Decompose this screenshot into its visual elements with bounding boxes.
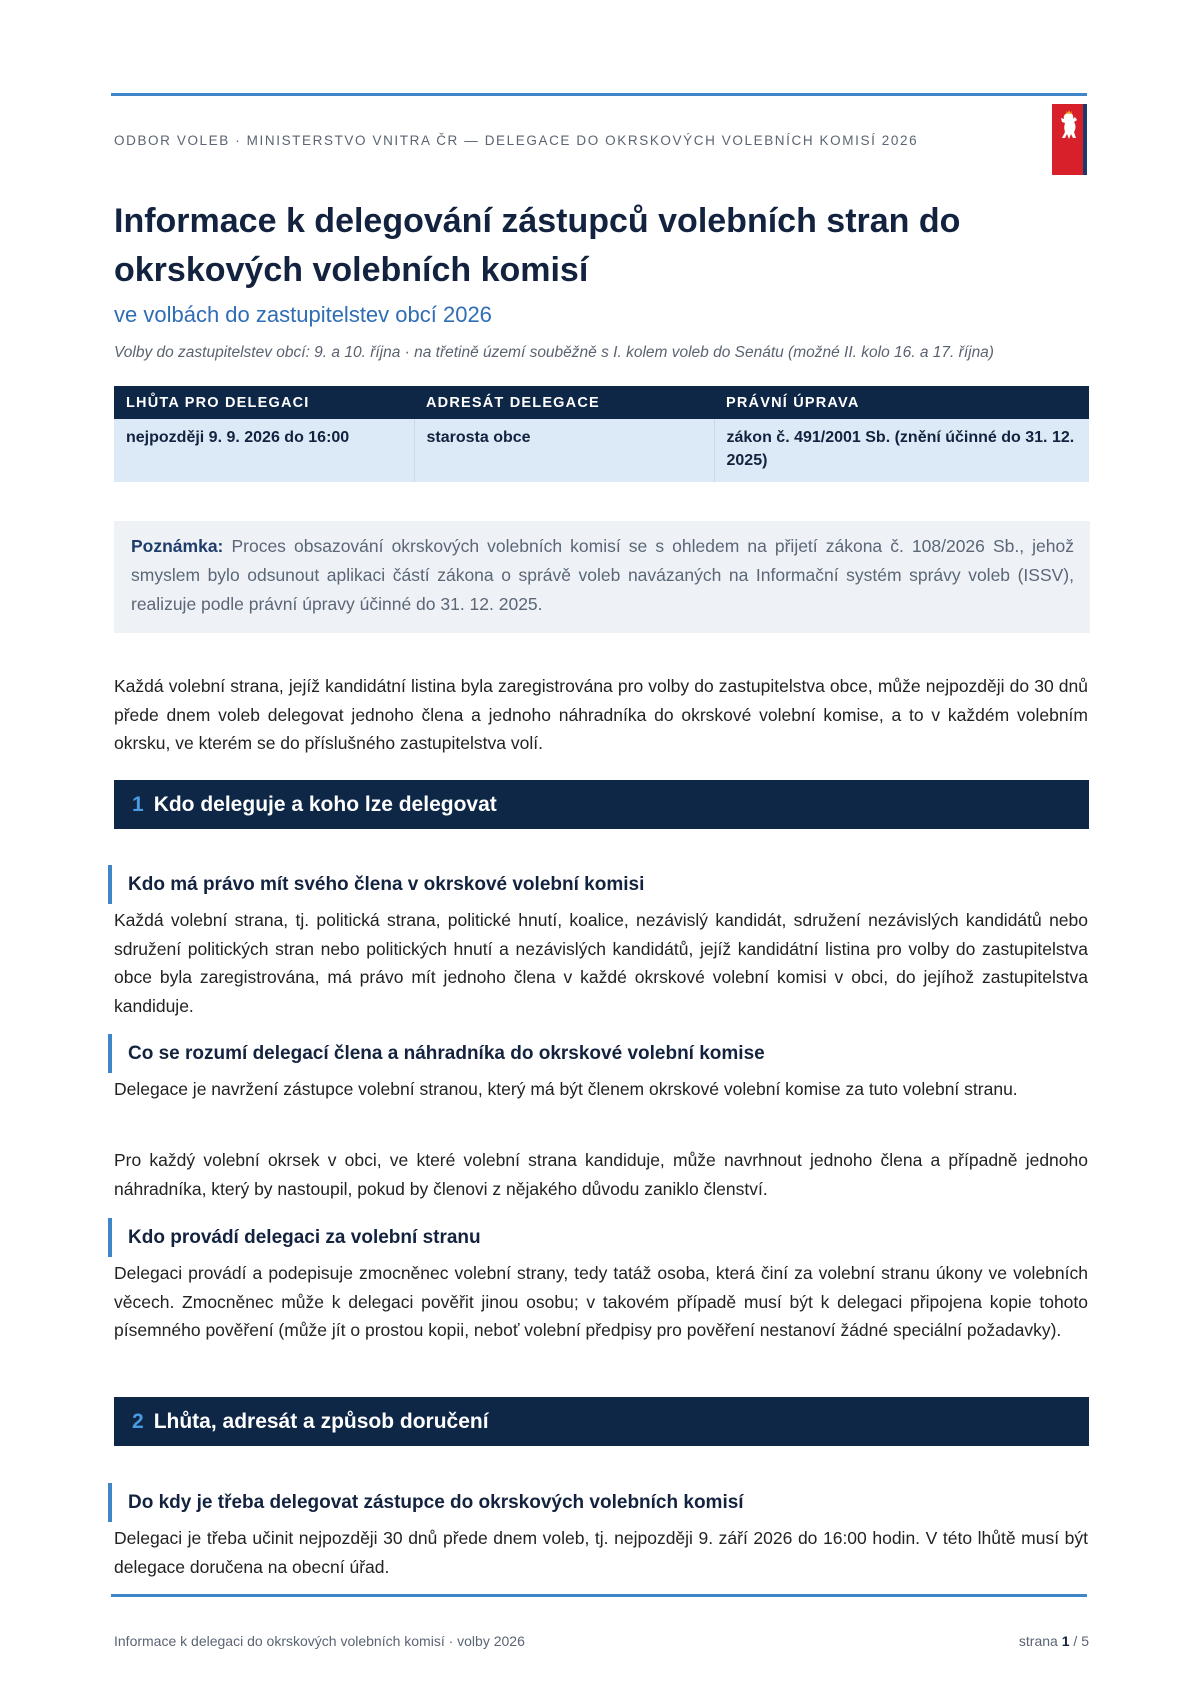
state-emblem-logo (1052, 104, 1087, 175)
body-paragraph: Delegaci provádí a podepisuje zmocněnec volební strany, tedy tatáž osoba, která činí za volební stranu úkony ve volebních věcech. Zmocněnec může k delegaci pověřit jinou osobu; v takovém případě musí být k delegaci připojena kopie tohoto písemného pověření (může jít o prostou kopii, neboť volební předpisy pro pověření nestanoví žádné speciální požadavky). (114, 1263, 1088, 1340)
note-text: Proces obsazování okrskových volebních komisí se s ohledem na přijetí zákona č. 108/2026 Sb., jehož smyslem bylo odsunout aplikaci částí zákona o správě voleb navázaných na Informační systém správy voleb (ISSV), realizuje podle právní úpravy účinné do 31. 12. 2025. (131, 536, 1074, 614)
page-total: 5 (1081, 1633, 1089, 1649)
table-cell-addressee: starosta obce (414, 419, 714, 482)
table-header-legal-basis: PRÁVNÍ ÚPRAVA (714, 386, 1089, 419)
note-label: Poznámka: (131, 536, 224, 556)
table-header-row (114, 386, 1089, 419)
subheading: Do kdy je třeba delegovat zástupce do okrskových volebních komisí (108, 1483, 744, 1522)
body-paragraph: Pro každý volební okrsek v obci, ve které volební strana kandiduje, může navrhnout jednoho člena a případně jednoho náhradníka, který by nastoupil, pokud by členovi z nějakého důvodu zaniklo členství. (114, 1150, 1088, 1199)
subheading: Kdo provádí delegaci za volební stranu (108, 1218, 481, 1257)
page-label: strana (1018, 1633, 1058, 1649)
table-header-deadline: LHŮTA PRO DELEGACI (114, 386, 414, 419)
election-dates-line: Volby do zastupitelstev obcí: 9. a 10. října · na třetině území souběžně s I. kolem voleb do Senátu (možné II. kolo 16. a 17. října) (114, 344, 994, 361)
section-number: 1 (132, 792, 144, 816)
subheading: Kdo má právo mít svého člena v okrskové volební komisi (108, 865, 644, 904)
key-info-table (114, 386, 1089, 482)
section-heading-2 (114, 1397, 1089, 1446)
page-subtitle: ve volbách do zastupitelstev obcí 2026 (114, 302, 492, 327)
header-line: ODBOR VOLEB · MINISTERSTVO VNITRA ČR — DELEGACE DO OKRSKOVÝCH VOLEBNÍCH KOMISÍ 2026 (114, 133, 919, 148)
body-paragraph: Každá volební strana, tj. politická strana, politické hnutí, koalice, nezávislý kandidát, sdružení nezávislých kandidátů nebo sdružení politických stran nebo politických hnutí a nezávislých kandidátů, jejíž kandidátní listina pro volby do zastupitelstva obce byla zaregistrována, má právo mít jednoho člena v každé okrskové volební komisi v obci, do jejíhož zastupitelstva kandiduje. (114, 910, 1088, 1016)
page-number (1019, 1633, 1089, 1649)
page-title: Informace k delegování zástupců volebních stran do okrskových volebních komisí (114, 202, 961, 289)
table-cell-deadline: nejpozději 9. 9. 2026 do 16:00 (114, 419, 414, 482)
section-title: Lhůta, adresát a způsob doručení (153, 1409, 489, 1433)
top-rule (111, 93, 1087, 96)
page-separator: / (1073, 1633, 1078, 1649)
table-header-addressee: ADRESÁT DELEGACE (414, 386, 714, 419)
section-number: 2 (132, 1409, 144, 1433)
body-paragraph: Delegaci je třeba učinit nejpozději 30 dnů přede dnem voleb, tj. nejpozději 9. září 2026 do 16:00 hodin. V této lhůtě musí být delegace doručena na obecní úřad. (114, 1528, 1088, 1577)
table-row (114, 419, 1089, 482)
footer-title: Informace k delegaci do okrskových volebních komisí · volby 2026 (114, 1633, 525, 1649)
page-current: 1 (1061, 1633, 1070, 1649)
subheading: Co se rozumí delegací člena a náhradníka do okrskové volební komise (108, 1034, 765, 1073)
section-heading-1 (114, 780, 1089, 829)
body-paragraph: Delegace je navržení zástupce volební stranou, který má být členem okrskové volební komise za tuto volební stranu. (114, 1079, 1018, 1099)
lion-icon (1056, 110, 1083, 144)
table-cell-legal-basis: zákon č. 491/2001 Sb. (znění účinné do 31. 12. 2025) (714, 419, 1089, 482)
intro-paragraph: Každá volební strana, jejíž kandidátní listina byla zaregistrována pro volby do zastupitelstva obce, může nejpozději do 30 dnů přede dnem voleb delegovat jednoho člena a jednoho náhradníka do okrskové volební komise, a to v každém volebním okrsku, ve kterém se do příslušného zastupitelstva volí. (114, 676, 1088, 753)
bottom-rule (111, 1594, 1087, 1597)
section-title: Kdo deleguje a koho lze delegovat (153, 792, 497, 816)
note-box (114, 521, 1090, 633)
emblem-stripe (1083, 104, 1087, 175)
